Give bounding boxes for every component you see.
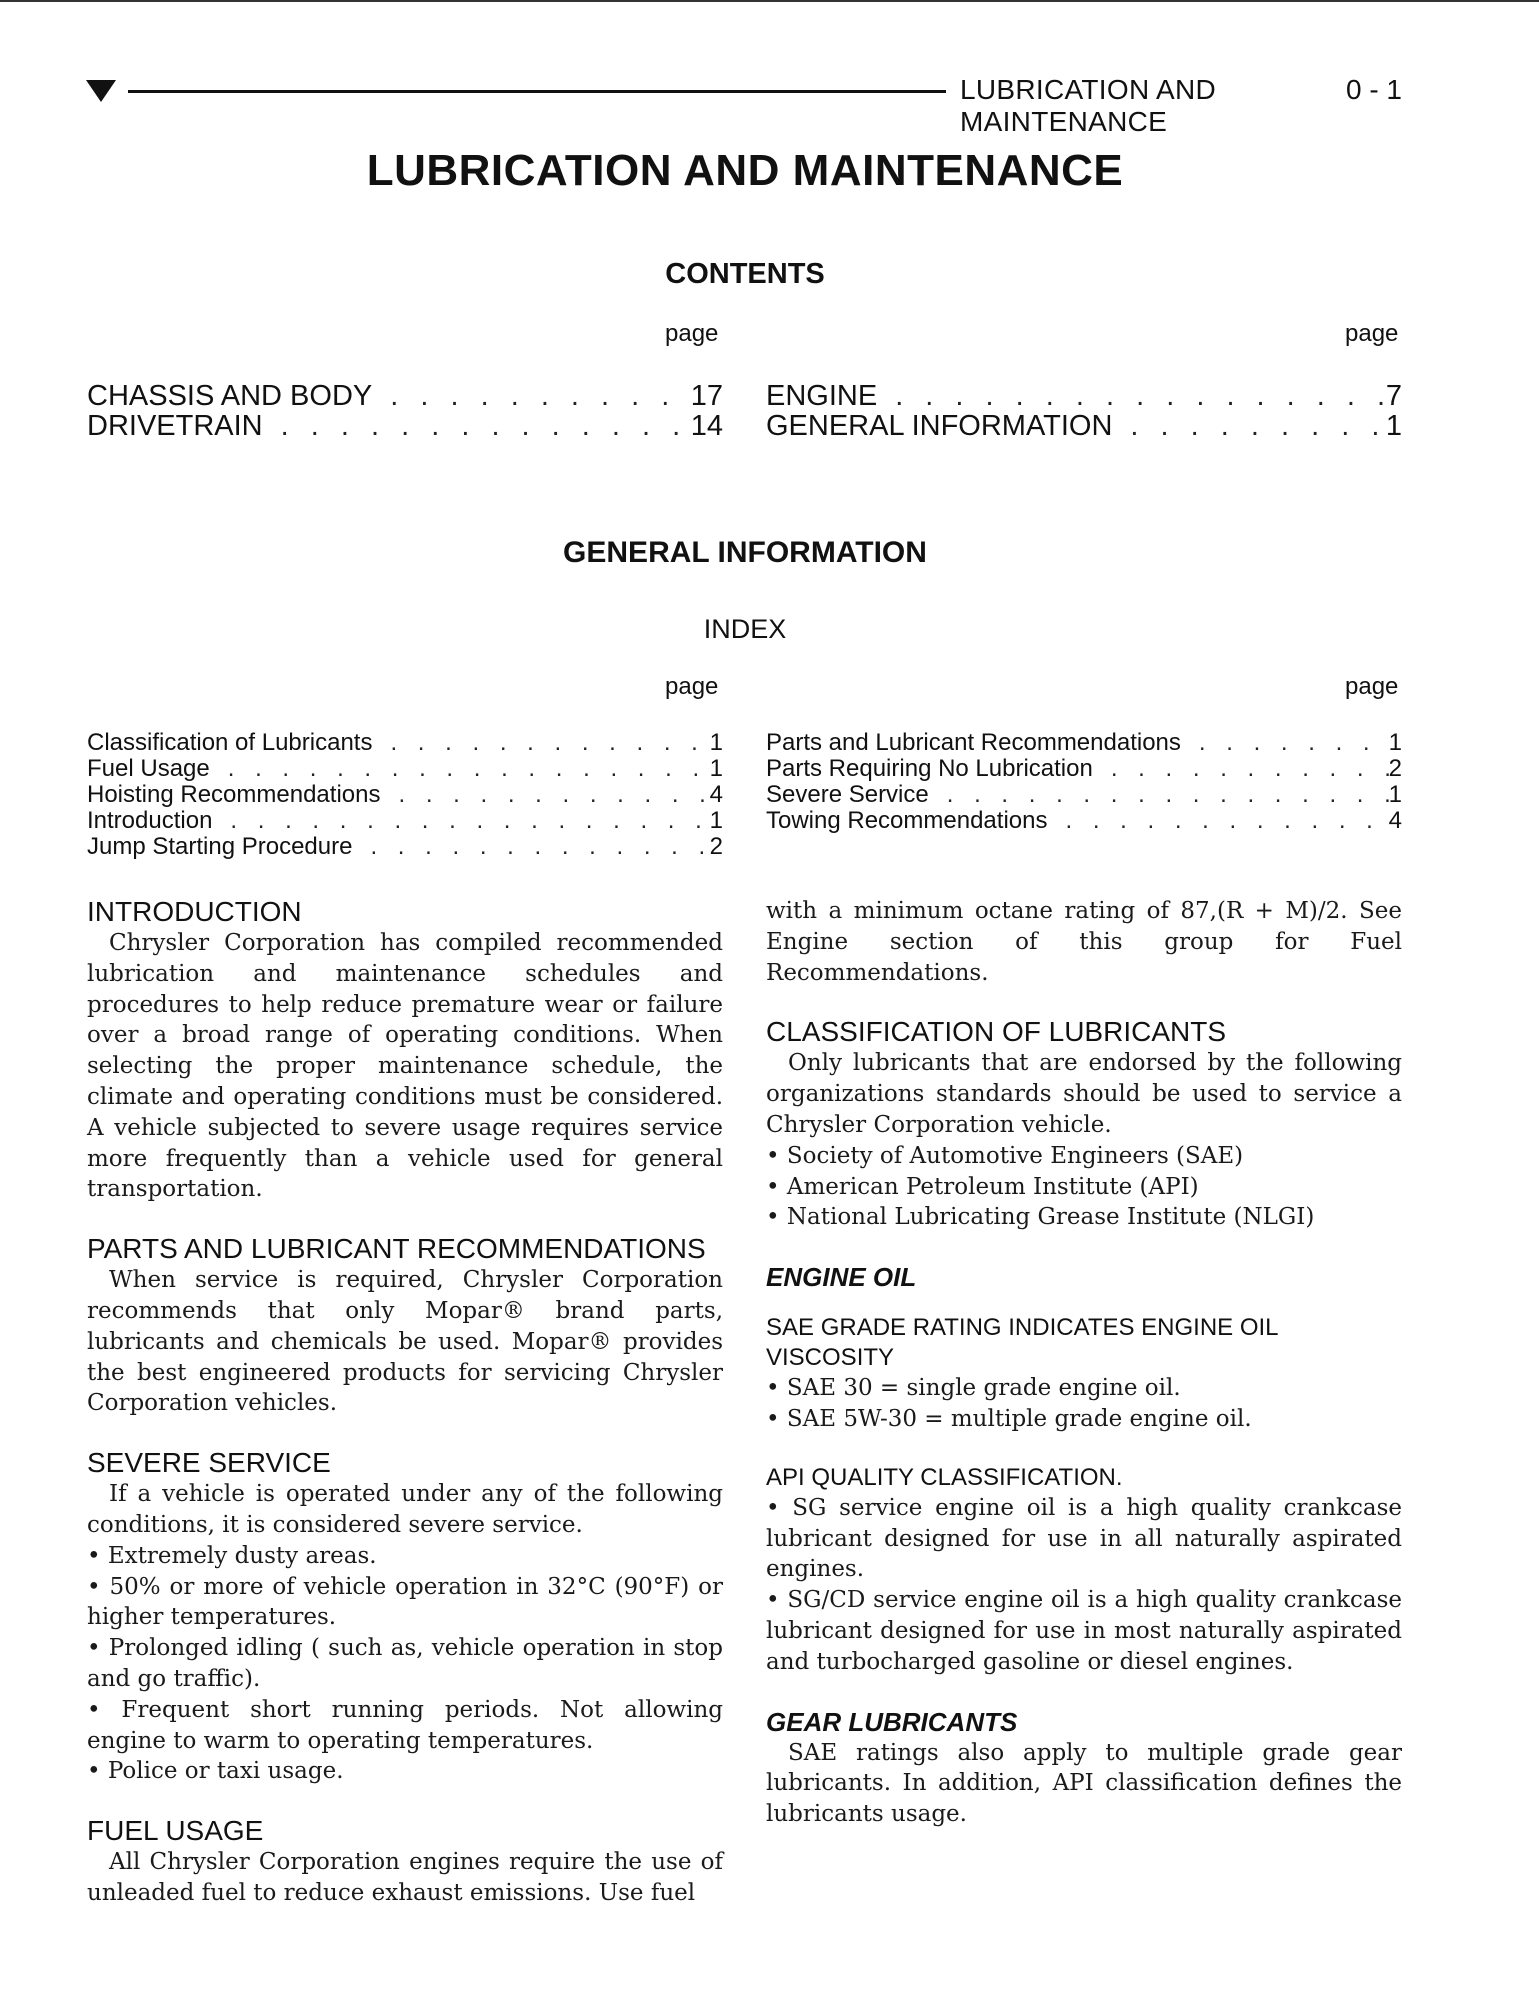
introduction-text: Chrysler Corporation has compiled recommended lubrication and maintenance schedules and procedures to help reduce premature wear or failure over a broad range of operating conditions. When selecting the proper maintenance schedule, the climate and operating conditions must be considered. A vehicle subjected to severe usage requires service more frequently than a vehicle used for general transportation. bbox=[87, 930, 723, 1203]
api-quality-heading: API QUALITY CLASSIFICATION. bbox=[766, 1463, 1123, 1491]
sae-grade-heading: SAE GRADE RATING INDICATES ENGINE OIL VISCOSITY bbox=[766, 1314, 1278, 1372]
index-entry[interactable]: Classification of Lubricants . . . 1 bbox=[87, 730, 723, 756]
introduction-heading: INTRODUCTION bbox=[87, 896, 302, 927]
page-title: LUBRICATION AND MAINTENANCE bbox=[366, 146, 1124, 195]
contents-page-label-right: page bbox=[1345, 320, 1399, 347]
severe-service-text: If a vehicle is operated under any of the following conditions, it is considered severe service. bbox=[87, 1481, 723, 1538]
severe-bullet: • 50% or more of vehicle operation in 32°C (90°F) or higher temperatures. bbox=[87, 1573, 723, 1631]
classification-bullet: • Society of Automotive Engineers (SAE) bbox=[766, 1142, 1244, 1169]
api-bullet: • SG service engine oil is a high quality crankcase lubricant designed for use in all naturally aspirated engines. bbox=[766, 1494, 1402, 1583]
gear-lubricants-heading: GEAR LUBRICANTS bbox=[766, 1706, 1018, 1737]
top-border bbox=[0, 0, 1539, 2]
parts-heading: PARTS AND LUBRICANT RECOMMENDATIONS bbox=[87, 1233, 706, 1265]
running-header bbox=[86, 74, 1402, 137]
contents-entry[interactable]: CHASSIS AND BODY . . . 17 bbox=[87, 381, 723, 411]
severe-bullet: • Frequent short running periods. Not allowing engine to warm to operating temperatures. bbox=[87, 1696, 723, 1754]
engine-oil-heading: ENGINE OIL bbox=[766, 1262, 917, 1293]
right-column bbox=[766, 896, 1402, 1830]
index-page-label-left: page bbox=[665, 673, 719, 700]
fuel-usage-text: All Chrysler Corporation engines require the use of unleaded fuel to reduce exhaust emissions. Use fuel bbox=[87, 1849, 723, 1906]
index-page-label-right: page bbox=[1345, 673, 1399, 700]
gear-lubricants-text: SAE ratings also apply to multiple grade gear lubricants. In addition, API classification defines the lubricants usage. bbox=[766, 1739, 1402, 1828]
index-entry[interactable]: Jump Starting Procedure . . . 2 bbox=[87, 834, 723, 860]
index-heading: INDEX bbox=[703, 614, 787, 644]
general-information-heading: GENERAL INFORMATION bbox=[563, 536, 927, 569]
severe-bullet: • Police or taxi usage. bbox=[87, 1758, 344, 1785]
contents-list-right bbox=[766, 381, 1402, 441]
severe-service-heading: SEVERE SERVICE bbox=[87, 1447, 331, 1479]
contents-page-label-left: page bbox=[665, 320, 719, 347]
contents-entry[interactable]: DRIVETRAIN . . . 14 bbox=[87, 411, 723, 441]
header-page-number: 0 - 1 bbox=[1345, 74, 1402, 105]
header-section-title: LUBRICATION AND MAINTENANCE bbox=[960, 74, 1217, 137]
index-entry[interactable]: Parts and Lubricant Recommendations . . . 1 bbox=[766, 730, 1402, 756]
classification-text: Only lubricants that are endorsed by the following organizations standards should be used to service a Chrysler Corporation vehicle. bbox=[766, 1050, 1402, 1138]
index-list-left bbox=[87, 730, 723, 860]
index-entry[interactable]: Fuel Usage . . . 1 bbox=[87, 756, 723, 782]
index-entry[interactable]: Towing Recommendations . . . 4 bbox=[766, 808, 1402, 834]
severe-bullet: • Extremely dusty areas. bbox=[87, 1542, 377, 1569]
parts-text: When service is required, Chrysler Corporation recommends that only Mopar® brand parts, lubricants and chemicals be used. Mopar® provides the best engineered products for servicing Chrysler Corporation vehicles. bbox=[87, 1267, 723, 1417]
left-column bbox=[87, 896, 723, 1909]
header-rule bbox=[128, 90, 946, 93]
index-list-right bbox=[766, 730, 1402, 834]
index-entry[interactable]: Introduction . . . 1 bbox=[87, 808, 723, 834]
fuel-usage-heading: FUEL USAGE bbox=[87, 1815, 264, 1847]
index-entry[interactable]: Severe Service . . . 1 bbox=[766, 782, 1402, 808]
severe-bullet: • Prolonged idling ( such as, vehicle operation in stop and go traffic). bbox=[87, 1635, 723, 1692]
contents-entry[interactable]: ENGINE . . . 7 bbox=[766, 381, 1402, 411]
classification-heading: CLASSIFICATION OF LUBRICANTS bbox=[766, 1016, 1226, 1048]
classification-bullet: • National Lubricating Grease Institute (NLGI) bbox=[766, 1204, 1315, 1231]
triangle-marker-icon bbox=[86, 80, 116, 102]
contents-entry[interactable]: GENERAL INFORMATION . . . 1 bbox=[766, 411, 1402, 441]
fuel-usage-continued: with a minimum octane rating of 87,(R + M)/2. See Engine section of this group for Fuel Recommendations. bbox=[766, 898, 1402, 986]
contents-list-left bbox=[87, 381, 723, 441]
classification-bullet: • American Petroleum Institute (API) bbox=[766, 1173, 1199, 1200]
contents-heading: CONTENTS bbox=[665, 258, 825, 290]
api-bullet: • SG/CD service engine oil is a high quality crankcase lubricant designed for use in most naturally aspirated and turbocharged gasoline or diesel engines. bbox=[766, 1587, 1402, 1675]
sae-bullet: • SAE 30 = single grade engine oil. bbox=[766, 1375, 1181, 1402]
index-entry[interactable]: Hoisting Recommendations . . . 4 bbox=[87, 782, 723, 808]
sae-bullet: • SAE 5W-30 = multiple grade engine oil. bbox=[766, 1405, 1252, 1432]
index-entry[interactable]: Parts Requiring No Lubrication . . . 2 bbox=[766, 756, 1402, 782]
